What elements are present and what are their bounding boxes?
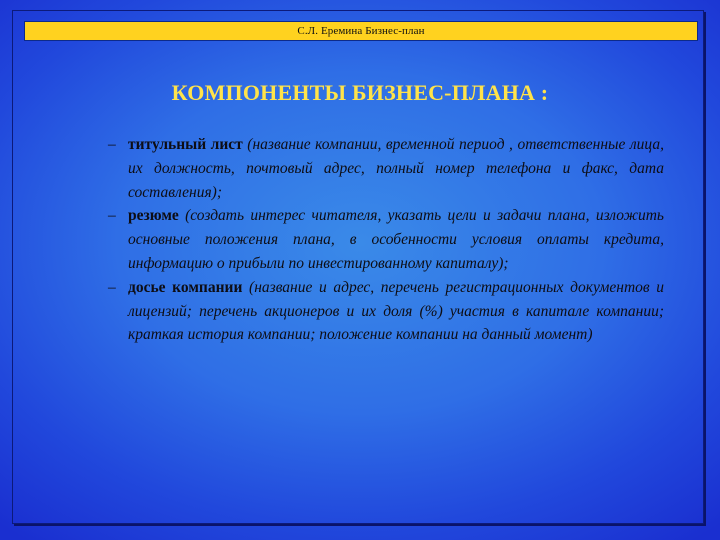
bullet-dash: –: [108, 136, 116, 153]
item-term: резюме: [128, 207, 179, 225]
slide-title: КОМПОНЕНТЫ БИЗНЕС-ПЛАНА :: [171, 80, 549, 105]
item-description: (название и адрес, перечень регистрационных документов и лицензий; перечень акционеров и их доля (%) участия в капитале компании; краткая история компании; положение компании на данный момент): [128, 278, 665, 344]
list-item: [108, 276, 664, 347]
header-bar: [24, 21, 698, 41]
header-text: С.Л. Еремина Бизнес-план: [297, 25, 425, 37]
item-term: титульный лист: [128, 136, 243, 153]
item-term: досье компании: [128, 278, 243, 296]
bullet-dash: –: [108, 278, 116, 296]
bullet-dash: –: [108, 207, 116, 225]
item-description: (создать интерес читателя, указать цели и задачи плана, изложить основные положения плана, в особенности условия оплаты кредита, информацию о прибыли по инвестированному капиталу);: [128, 207, 664, 272]
item-description: (название компании, временной период , ответственные лица, их должность, почтовый адрес, полный номер телефона и факс, дата составления);: [128, 136, 664, 201]
components-list: [108, 133, 664, 347]
list-item: [108, 204, 664, 275]
list-item: [108, 133, 664, 204]
